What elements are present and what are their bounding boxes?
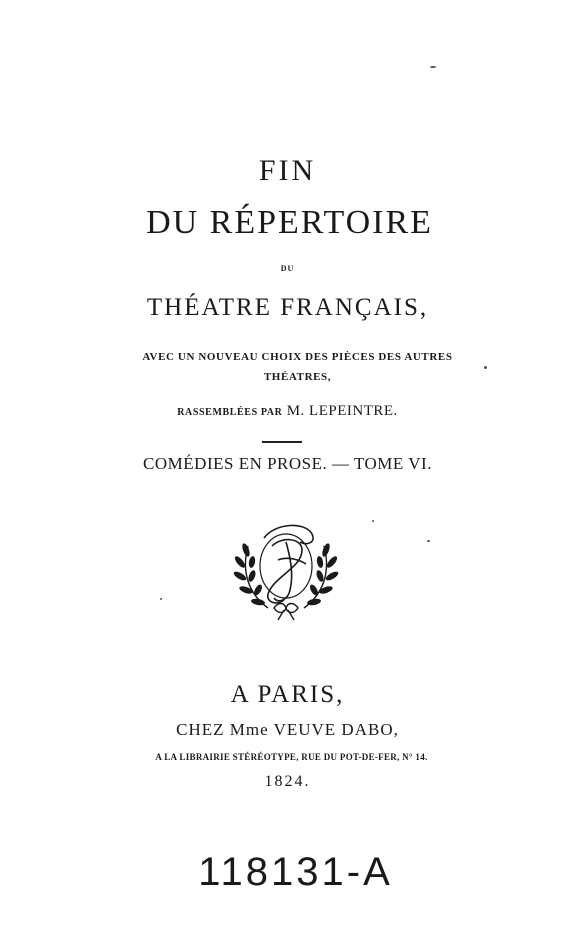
compiler-prefix: RASSEMBLÉES PAR	[177, 407, 283, 418]
title-du: DU	[280, 264, 295, 273]
volume-line: COMÉDIES EN PROSE. — TOME VI.	[143, 454, 432, 473]
title-du-repertoire: DU RÉPERTOIRE	[146, 204, 433, 241]
imprint-address: A LA LIBRAIRIE STÉRÉOTYPE, RUE DU POT-DE-FER, N° 14.	[155, 752, 428, 762]
subtitle-line-1: AVEC UN NOUVEAU CHOIX DES PIÈCES DES AUTRES	[142, 351, 453, 363]
paper-speck	[430, 66, 436, 68]
imprint-publisher: CHEZ Mme VEUVE DABO,	[176, 720, 399, 739]
paper-speck	[160, 598, 162, 600]
paper-speck	[427, 540, 430, 542]
imprint-year: 1824.	[264, 773, 311, 790]
divider-rule	[262, 441, 302, 443]
compiler-name: M. LEPEINTRE.	[286, 403, 398, 419]
laurel-wreath-monogram-icon	[228, 516, 344, 622]
title-fin: FIN	[258, 154, 317, 187]
title-theatre-francais: THÉATRE FRANÇAIS,	[146, 294, 429, 321]
compiler-line	[0, 403, 575, 420]
shelfmark: 118131-A	[198, 850, 393, 894]
paper-speck	[372, 520, 374, 522]
imprint-city: A PARIS,	[230, 681, 345, 708]
subtitle-line-2: THÉATRES,	[263, 371, 332, 383]
paper-speck	[484, 366, 487, 369]
